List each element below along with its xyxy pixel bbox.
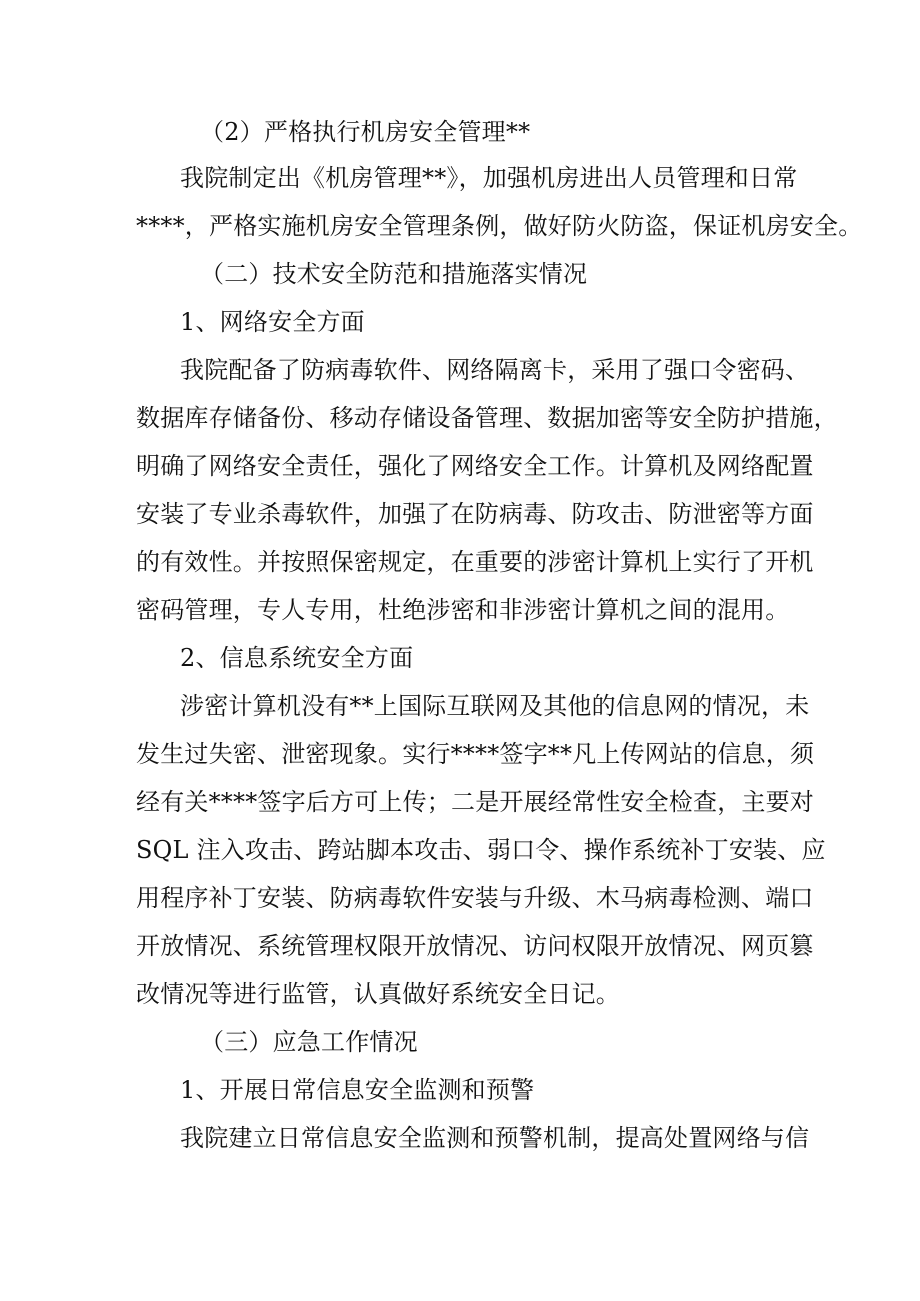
paragraph-line: 经有关****签字后方可上传；二是开展经常性安全检查，主要对 [136,788,814,816]
paragraph-line: 明确了网络安全责任，强化了网络安全工作。计算机及网络配置 [136,452,814,480]
paragraph-line: 涉密计算机没有**上国际互联网及其他的信息网的情况，未 [180,692,810,720]
paragraph-line: 的有效性。并按照保密规定，在重要的涉密计算机上实行了开机 [136,548,814,576]
subsection-heading: （2）严格执行机房安全管理** [200,118,531,146]
paragraph-line: 用程序补丁安装、防病毒软件安装与升级、木马病毒检测、端口 [136,884,814,912]
subsection-heading: 1、网络安全方面 [180,308,365,336]
paragraph-line: 安装了专业杀毒软件，加强了在防病毒、防攻击、防泄密等方面 [136,500,814,528]
paragraph-line: 改情况等进行监管，认真做好系统安全日记。 [136,980,620,1008]
paragraph-line: 密码管理，专人专用，杜绝涉密和非涉密计算机之间的混用。 [136,596,790,624]
paragraph-line: ****，严格实施机房安全管理条例，做好防火防盗，保证机房安全。 [136,212,863,240]
subsection-heading: 1、开展日常信息安全监测和预警 [180,1076,535,1104]
paragraph-line: 我院制定出《机房管理**》，加强机房进出人员管理和日常 [180,164,798,192]
paragraph-line: 我院建立日常信息安全监测和预警机制，提高处置网络与信 [180,1124,810,1152]
section-heading: （二）技术安全防范和措施落实情况 [200,260,588,288]
paragraph-line: 发生过失密、泄密现象。实行****签字**凡上传网站的信息，须 [136,740,815,768]
paragraph-line: 我院配备了防病毒软件、网络隔离卡，采用了强口令密码、 [180,356,810,384]
section-heading: （三）应急工作情况 [200,1028,418,1056]
paragraph-line: 数据库存储备份、移动存储设备管理、数据加密等安全防护措施， [136,404,838,432]
paragraph-line: 开放情况、系统管理权限开放情况、访问权限开放情况、网页篡 [136,932,814,960]
subsection-heading: 2、信息系统安全方面 [180,644,414,672]
paragraph-line: SQL 注入攻击、跨站脚本攻击、弱口令、操作系统补丁安装、应 [136,836,826,864]
